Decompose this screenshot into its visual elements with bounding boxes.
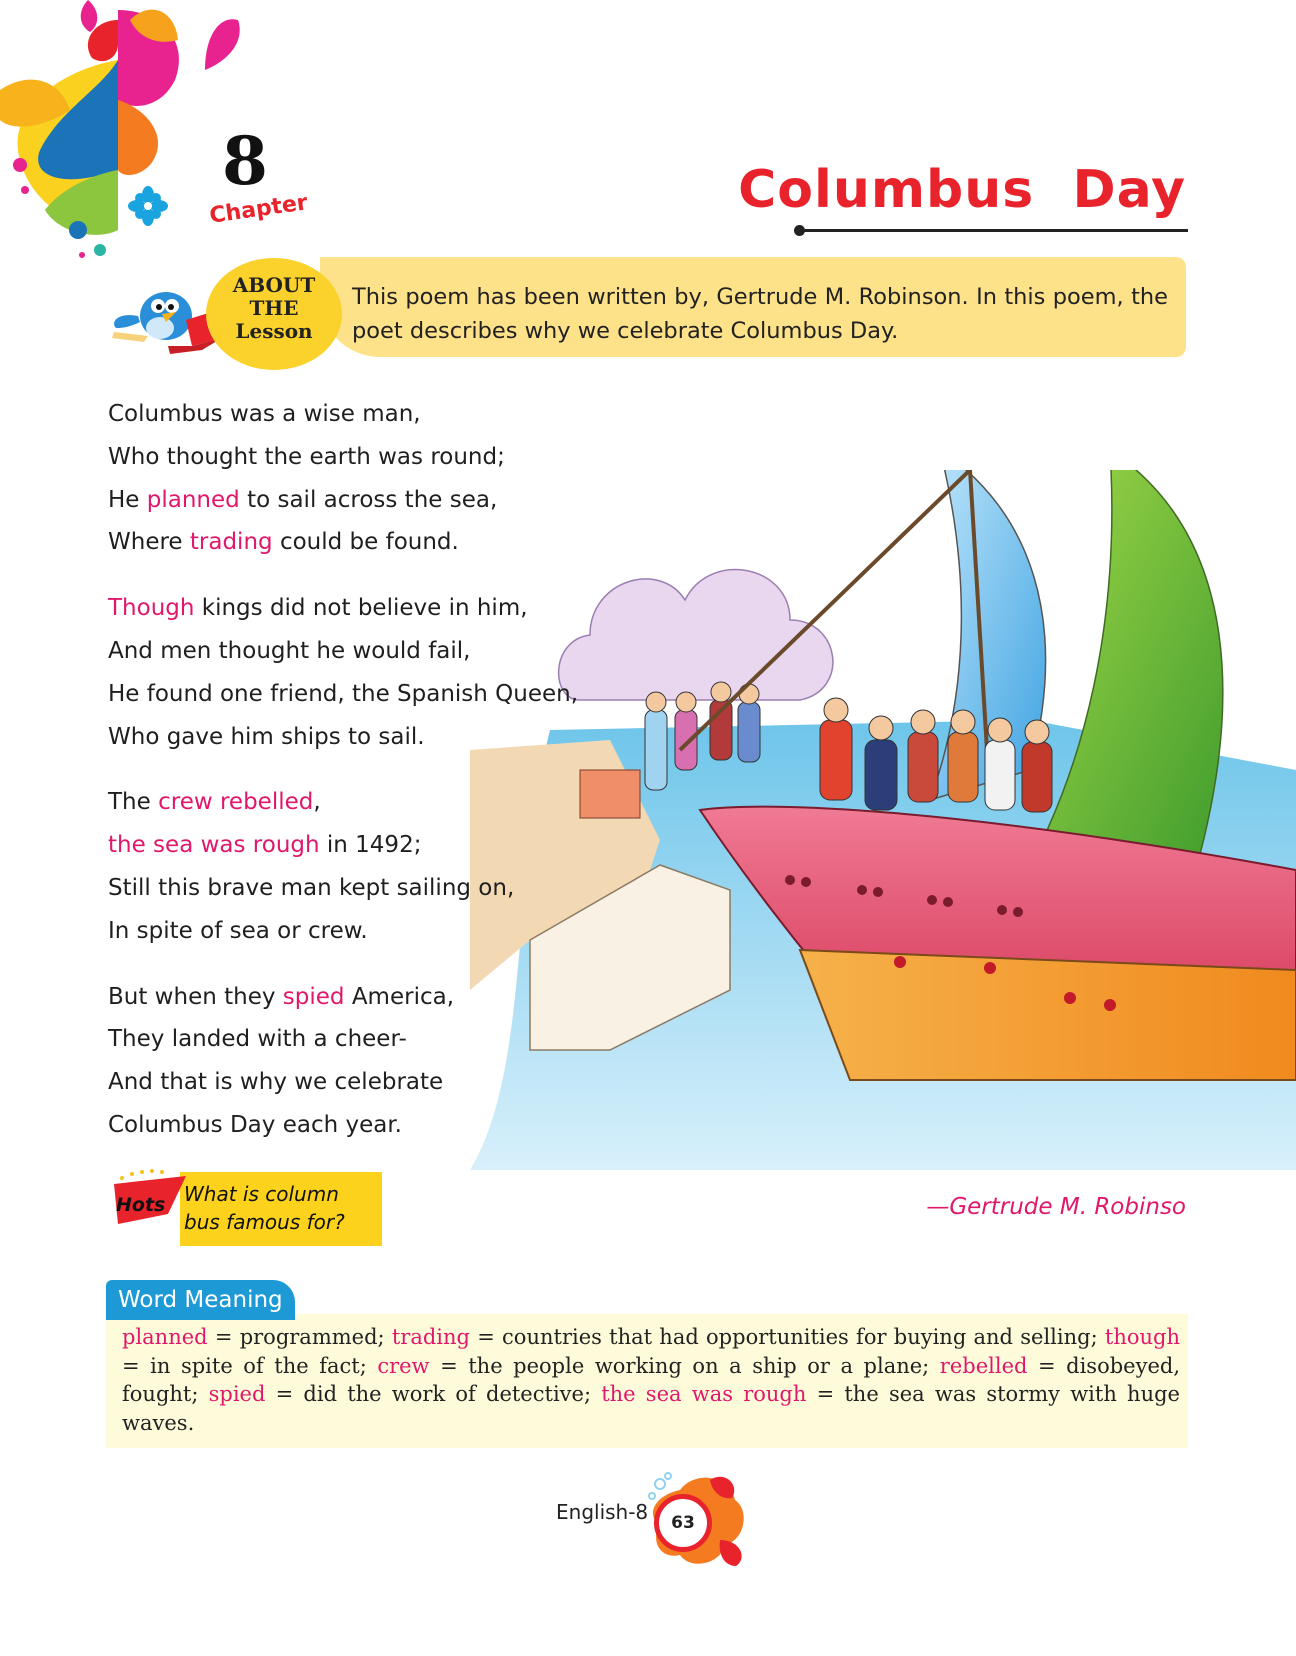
poem-line (108, 436, 628, 479)
poem-attribution: —Gertrude M. Robinso (926, 1194, 1186, 1220)
glossary-term: crew (377, 1353, 430, 1378)
word-meaning-heading: Word Meaning (106, 1280, 295, 1320)
poem-line (108, 781, 628, 824)
poem-line (108, 976, 628, 1019)
glossary-term: spied (208, 1382, 266, 1406)
glossary-definition: = the sea was stormy with huge waves. (122, 1382, 1180, 1435)
poem-text: Where (108, 529, 190, 556)
poem-stanza (108, 976, 628, 1147)
poem-line (108, 1061, 628, 1104)
page-number: 63 (654, 1494, 712, 1552)
poem-text: Columbus was a wise man, (108, 401, 421, 427)
poem-text: , (313, 789, 321, 816)
about-badge-line: Lesson (235, 319, 313, 343)
poem-text: He found one friend, the Spanish Queen, (108, 680, 579, 707)
about-badge-line: THE (249, 296, 299, 320)
poem-line (108, 910, 628, 953)
about-lesson-text: This poem has been written by, Gertrude M. Robinson. In this poem, the poet describes why we celebrate Columbus Day. (352, 284, 1168, 344)
poem-text: Still this brave man kept sailing on, (108, 874, 515, 901)
glossary-definition: = disobeyed, fought; (122, 1353, 1180, 1406)
poem-line (108, 824, 628, 867)
glossary-term: planned (122, 1325, 208, 1349)
poem-text: And men thought he would fail, (108, 637, 471, 664)
poem-text: kings did not believe in him, (194, 595, 528, 622)
poem-text (213, 789, 220, 815)
about-badge-line: ABOUT (232, 273, 316, 297)
chapter-label: Chapter (208, 190, 310, 229)
poem-stanza (108, 781, 628, 952)
poem-line (108, 716, 628, 759)
poem-line (108, 393, 628, 436)
poem-highlighted-word: the sea was rough (108, 832, 320, 859)
word-meaning-text (122, 1323, 1180, 1437)
poem-line (108, 587, 628, 630)
footer-book-label: English-8 (556, 1500, 649, 1524)
glossary-term: the sea was rough (601, 1382, 807, 1406)
glossary-definition: = countries that had opportunities for buying and selling; (469, 1325, 1105, 1349)
poem-line (108, 630, 628, 673)
about-lesson-badge (206, 258, 342, 370)
poem-text: The (108, 789, 159, 816)
poem-highlighted-word: spied (282, 983, 345, 1010)
poem-highlighted-word: trading (189, 529, 273, 556)
glossary-definition: = in spite of the fact; (122, 1353, 378, 1378)
hots-question: What is column bus famous for? (184, 1182, 345, 1234)
poem-line (108, 479, 628, 522)
poem (108, 393, 628, 1170)
page-title: Columbus Day (738, 160, 1186, 220)
poem-text: They landed with a cheer- (108, 1026, 407, 1053)
poem-line (108, 673, 628, 716)
poem-stanza (108, 393, 628, 564)
glossary-term: trading (391, 1325, 470, 1349)
poem-highlighted-word: planned (146, 486, 240, 513)
poem-line (108, 521, 628, 564)
poem-highlighted-word: crew (158, 789, 213, 816)
poem-text: Who gave him ships to sail. (108, 723, 425, 750)
poem-text: Who thought the earth was round; (108, 443, 505, 470)
poem-text: Columbus Day each year. (108, 1111, 402, 1138)
hots-label: Hots (116, 1194, 166, 1216)
poem-stanza (108, 587, 628, 758)
title-underline-dot (794, 225, 805, 236)
glossary-definition: = programmed; (207, 1325, 392, 1349)
poem-highlighted-word: Though (108, 595, 195, 622)
poem-text: to sail across the sea, (239, 486, 498, 513)
poem-line (108, 1104, 628, 1147)
glossary-term: rebelled (939, 1353, 1028, 1378)
poem-text: America, (344, 983, 455, 1010)
glossary-term: though (1104, 1325, 1180, 1349)
poem-text: In spite of sea or crew. (108, 917, 368, 944)
title-underline (798, 229, 1188, 232)
poem-line (108, 867, 628, 910)
poem-text: But when they (108, 983, 283, 1010)
poem-text: in 1492; (319, 832, 422, 859)
poem-line (108, 1018, 628, 1061)
chapter-number: 8 (222, 122, 268, 200)
poem-text: could be found. (272, 529, 459, 556)
glossary-definition: = the people working on a ship or a plane; (429, 1353, 940, 1378)
poem-text: He (108, 486, 147, 513)
glossary-definition: = did the work of detective; (265, 1382, 602, 1406)
poem-text: And that is why we celebrate (108, 1069, 444, 1096)
poem-highlighted-word: rebelled (219, 789, 314, 816)
